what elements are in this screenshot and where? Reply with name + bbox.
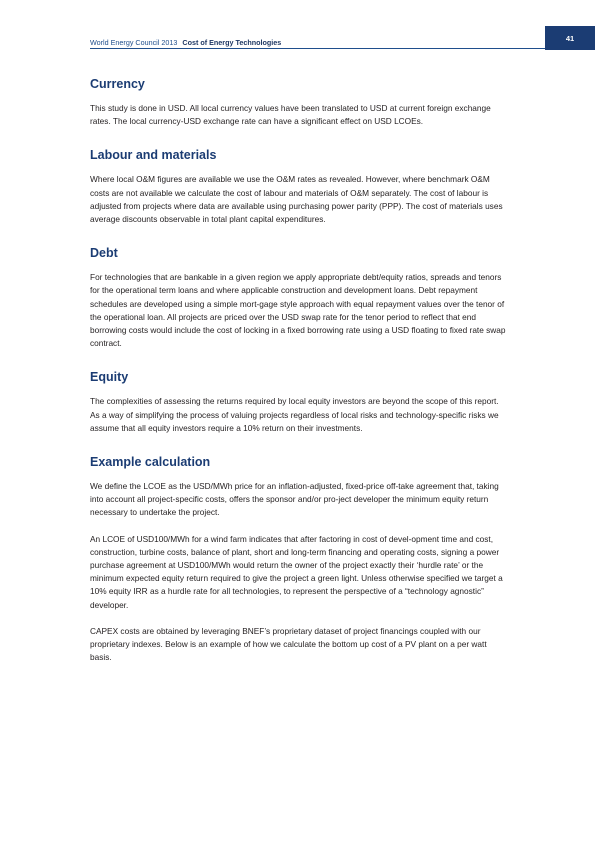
running-header — [90, 38, 281, 47]
section-equity — [90, 369, 510, 435]
section-paragraph: CAPEX costs are obtained by leveraging BNEF’s proprietary dataset of project financings coupled with our proprietary indexes. Below is an example of how we calculate the bottom up cost of a PV plant on a per watt basis. — [90, 625, 487, 663]
section-paragraph: The complexities of assessing the returns required by local equity investors are beyond the scope of this report. As a way of simplifying the process of valuing projects regardless of local risks and technology-specific risks we assume that all equity investors require a 10% return on their investments. — [90, 396, 499, 433]
section-paragraph: Where local O&M figures are available we use the O&M rates as revealed. However, where benchmark O&M costs are not available we calculate the cost of labour and materials of O&M separately. The cost of labour is adjusted from projects where data are available using purchasing power parity (PPP). The cost of materials uses average discounts observable in total plant capital expenditures. — [90, 174, 503, 225]
header-document-title: Cost of Energy Technologies — [182, 38, 282, 47]
section-heading: Debt — [90, 246, 118, 261]
page-number: 41 — [565, 34, 575, 43]
section-paragraph: We define the LCOE as the USD/MWh price for an inflation-adjusted, fixed-price off-take agreement that, taking into account all project-specific costs, offers the sponsor and/or pro-ject developer the minimum equity return necessary to undertake the project. — [90, 481, 499, 518]
page-body — [90, 76, 510, 683]
section-paragraph: This study is done in USD. All local currency values have been translated to USD at current foreign exchange rates. The local currency-USD exchange rate can have a significant effect on USD LCOEs. — [90, 103, 491, 127]
section-debt — [90, 245, 510, 350]
section-currency — [90, 76, 510, 128]
page-header — [0, 0, 595, 50]
header-divider — [90, 48, 545, 49]
section-heading: Currency — [90, 77, 145, 91]
header-organization: World Energy Council 2013 — [90, 38, 178, 47]
section-heading: Equity — [90, 370, 129, 385]
section-heading: Example calculation — [90, 455, 211, 470]
section-heading: Labour and materials — [90, 148, 217, 163]
section-labour-and-materials — [90, 147, 510, 226]
page-number-tab — [545, 26, 595, 50]
section-paragraph: An LCOE of USD100/MWh for a wind farm indicates that after factoring in cost of devel-opment time and cost, construction, turbine costs, balance of plant, short and long-term financing and operating costs, signing a power purchase agreement at USD100/MWh would return the owner of the project exactly their ‘hurdle rate’ or the minimum expected equity return required to give the project a green light. Unless otherwise specified we target a 10% equity IRR as a hurdle rate for all technologies, to represent the perspective of a “technology agnostic” developer. — [90, 533, 503, 610]
section-paragraph: For technologies that are bankable in a given region we apply appropriate debt/equity ratios, spreads and tenors for the operational term loans and where applicable construction and development loans. Debt repayment schedules are developed using a simple mort-gage style approach with equal repayment values over the tenor of the operational loan. All projects are priced over the USD swap rate for the tenor period to reflect that end borrowing costs would include the cost of locking in a fixed borrowing rate using a USD floating to fixed rate swap contract. — [90, 272, 506, 349]
section-example-calculation — [90, 454, 510, 664]
